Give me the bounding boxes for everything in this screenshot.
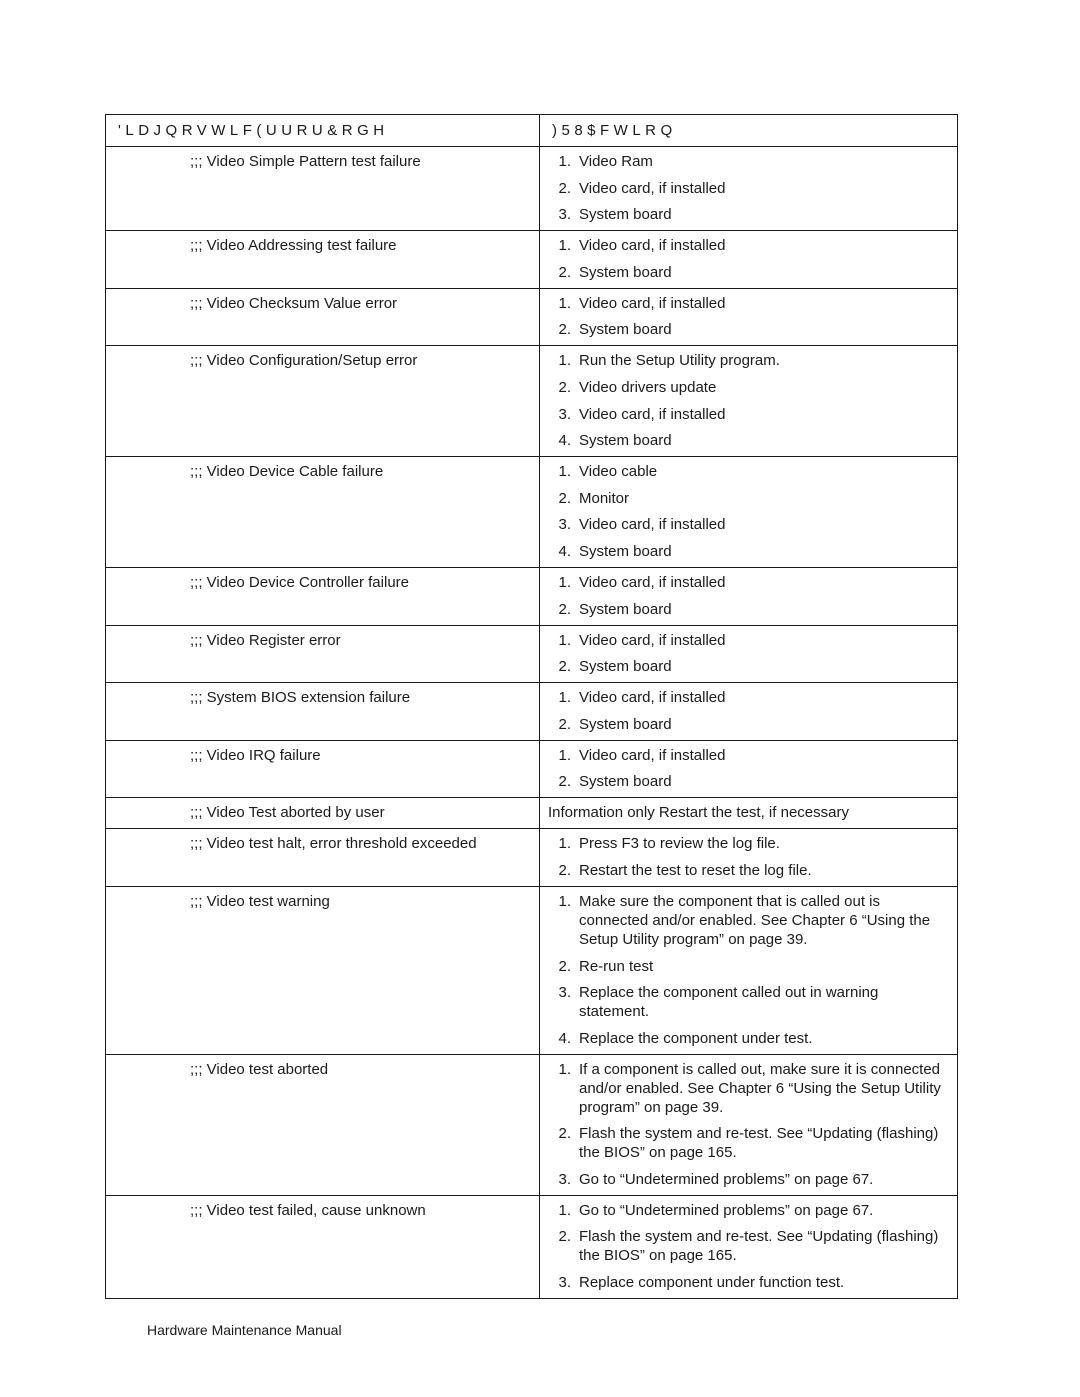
table-row	[106, 346, 958, 457]
fru-action-cell	[540, 1054, 958, 1195]
action-item	[548, 957, 949, 976]
action-text: System board	[579, 658, 672, 676]
action-text: Video card, if installed	[579, 573, 726, 591]
action-text: Replace the component under test.	[579, 1029, 813, 1047]
action-number: 2.	[558, 1125, 571, 1143]
info-text: Information only Restart the test, if necessary	[548, 804, 849, 822]
action-number: 1.	[558, 892, 571, 910]
action-item	[548, 600, 949, 619]
error-code-cell: ;;; Video Simple Pattern test failure	[106, 147, 540, 231]
action-number: 1.	[558, 153, 571, 170]
error-code-cell: ;;; Video Device Controller failure	[106, 567, 540, 625]
action-number: 2.	[558, 957, 571, 975]
error-code-cell: ;;; Video test halt, error threshold exceeded	[106, 829, 540, 887]
action-item	[548, 746, 949, 765]
error-code-cell: ;;; Video test aborted	[106, 1054, 540, 1195]
action-number: 2.	[558, 861, 571, 879]
action-item	[548, 861, 949, 880]
action-item	[548, 152, 949, 171]
action-item	[548, 236, 949, 255]
action-number: 2.	[558, 179, 571, 197]
fru-action-cell	[540, 829, 958, 887]
error-code-cell: ;;; Video Register error	[106, 625, 540, 683]
table-row	[106, 288, 958, 346]
action-text: System board	[579, 206, 672, 224]
action-number: 1.	[558, 1201, 571, 1219]
action-item	[548, 983, 949, 1021]
action-item	[548, 573, 949, 592]
table-row	[106, 798, 958, 829]
action-text: If a component is called out, make sure it is connected and/or enabled. See Chapter 6 “Using the Setup Utility program” on page 39.	[579, 1060, 941, 1116]
action-list	[548, 1060, 949, 1189]
action-number: 2.	[558, 715, 571, 733]
header-diagnostic-error-code: 'LDJQRVWLF(UURU&RGH	[106, 115, 540, 147]
header-fru-action: )58$FWLRQ	[540, 115, 958, 147]
action-text: System board	[579, 600, 672, 618]
error-code-cell: ;;; Video Configuration/Setup error	[106, 346, 540, 457]
action-number: 1.	[558, 237, 571, 255]
action-number: 2.	[558, 489, 571, 507]
table-row	[106, 147, 958, 231]
table-row	[106, 1054, 958, 1195]
action-text: Video drivers update	[579, 378, 717, 396]
fru-action-cell	[540, 567, 958, 625]
table-row	[106, 1195, 958, 1298]
action-item	[548, 351, 949, 370]
action-item	[548, 834, 949, 853]
table-row	[106, 886, 958, 1054]
action-list	[548, 631, 949, 677]
action-item	[548, 515, 949, 534]
action-text: Video card, if installed	[579, 746, 726, 764]
action-number: 2.	[558, 773, 571, 791]
action-item	[548, 1227, 949, 1265]
action-list	[548, 834, 949, 880]
action-number: 4.	[558, 432, 571, 450]
action-item	[548, 1273, 949, 1292]
action-number: 1.	[558, 294, 571, 312]
action-text: System board	[579, 715, 672, 733]
error-code-cell: ;;; Video test warning	[106, 886, 540, 1054]
action-text: Video card, if installed	[579, 179, 726, 197]
fru-action-cell	[540, 346, 958, 457]
action-text: Restart the test to reset the log file.	[579, 861, 812, 879]
action-item	[548, 542, 949, 561]
action-text: Video card, if installed	[579, 689, 726, 707]
table-header-row	[106, 115, 958, 147]
action-item	[548, 263, 949, 282]
action-text: Go to “Undetermined problems” on page 67.	[579, 1201, 874, 1219]
fru-action-table	[105, 114, 958, 1299]
action-item	[548, 631, 949, 650]
action-number: 4.	[558, 1029, 571, 1047]
action-list	[548, 1201, 949, 1292]
table-row	[106, 683, 958, 741]
action-text: System board	[579, 263, 672, 281]
fru-action-cell	[540, 798, 958, 829]
error-code-cell: ;;; System BIOS extension failure	[106, 683, 540, 741]
action-item	[548, 1201, 949, 1220]
action-text: Video card, if installed	[579, 237, 726, 255]
action-item	[548, 1060, 949, 1117]
page-footer: Hardware Maintenance Manual	[147, 1322, 342, 1338]
action-item	[548, 489, 949, 508]
action-number: 2.	[558, 263, 571, 281]
action-text: System board	[579, 542, 672, 560]
fru-action-cell	[540, 231, 958, 289]
action-number: 2.	[558, 321, 571, 339]
action-number: 4.	[558, 542, 571, 560]
action-text: Press F3 to review the log file.	[579, 835, 780, 853]
action-list	[548, 688, 949, 734]
action-item	[548, 772, 949, 791]
action-number: 1.	[558, 352, 571, 370]
action-item	[548, 378, 949, 397]
action-list	[548, 294, 949, 340]
action-item	[548, 1124, 949, 1162]
action-number: 3.	[558, 984, 571, 1002]
action-item	[548, 892, 949, 949]
action-text: Make sure the component that is called out is connected and/or enabled. See Chapter 6 “Using the Setup Utility program” on page 39.	[579, 892, 931, 948]
action-item	[548, 715, 949, 734]
fru-action-cell	[540, 886, 958, 1054]
action-number: 1.	[558, 631, 571, 649]
action-list	[548, 746, 949, 792]
action-text: Run the Setup Utility program.	[579, 352, 780, 370]
fru-action-cell	[540, 288, 958, 346]
action-number: 2.	[558, 658, 571, 676]
action-list	[548, 892, 949, 1048]
action-number: 1.	[558, 1060, 571, 1078]
action-list	[548, 462, 949, 561]
table-row	[106, 829, 958, 887]
action-number: 1.	[558, 463, 571, 481]
table-row	[106, 625, 958, 683]
action-text: Video Ram	[579, 153, 653, 170]
error-code-cell: ;;; Video Checksum Value error	[106, 288, 540, 346]
error-code-cell: ;;; Video Addressing test failure	[106, 231, 540, 289]
action-text: Re-run test	[579, 957, 654, 975]
table-row	[106, 567, 958, 625]
action-text: Video cable	[579, 463, 658, 481]
action-text: Monitor	[579, 489, 630, 507]
action-text: Video card, if installed	[579, 294, 726, 312]
action-number: 1.	[558, 746, 571, 764]
action-text: Video card, if installed	[579, 516, 726, 534]
fru-action-cell	[540, 457, 958, 568]
error-code-cell: ;;; Video Device Cable failure	[106, 457, 540, 568]
action-item	[548, 1029, 949, 1048]
action-text: System board	[579, 321, 672, 339]
action-list	[548, 351, 949, 450]
action-text: Replace component under function test.	[579, 1274, 845, 1292]
action-item	[548, 320, 949, 339]
action-list	[548, 573, 949, 619]
action-item	[548, 294, 949, 313]
action-item	[548, 462, 949, 481]
action-item	[548, 431, 949, 450]
fru-action-cell	[540, 147, 958, 231]
table-row	[106, 457, 958, 568]
action-list	[548, 236, 949, 282]
action-text: Video card, if installed	[579, 631, 726, 649]
error-code-cell: ;;; Video IRQ failure	[106, 740, 540, 798]
action-item	[548, 688, 949, 707]
error-code-cell: ;;; Video Test aborted by user	[106, 798, 540, 829]
action-item	[548, 657, 949, 676]
fru-action-cell	[540, 740, 958, 798]
action-text: System board	[579, 432, 672, 450]
action-number: 2.	[558, 1228, 571, 1246]
action-number: 3.	[558, 206, 571, 224]
action-number: 1.	[558, 835, 571, 853]
table-row	[106, 740, 958, 798]
action-text: Go to “Undetermined problems” on page 67.	[579, 1170, 874, 1188]
action-item	[548, 405, 949, 424]
fru-action-cell	[540, 1195, 958, 1298]
action-number: 2.	[558, 600, 571, 618]
table-row	[106, 231, 958, 289]
fru-action-cell	[540, 625, 958, 683]
action-item	[548, 179, 949, 198]
action-text: System board	[579, 773, 672, 791]
action-item	[548, 205, 949, 224]
action-item	[548, 1170, 949, 1189]
action-number: 3.	[558, 405, 571, 423]
action-list	[548, 152, 949, 224]
action-number: 2.	[558, 378, 571, 396]
action-text: Video card, if installed	[579, 405, 726, 423]
action-text: Flash the system and re-test. See “Updating (flashing) the BIOS” on page 165.	[579, 1125, 939, 1162]
action-text: Replace the component called out in warning statement.	[579, 984, 879, 1021]
action-number: 3.	[558, 516, 571, 534]
action-number: 3.	[558, 1170, 571, 1188]
action-text: Flash the system and re-test. See “Updating (flashing) the BIOS” on page 165.	[579, 1228, 939, 1265]
action-number: 1.	[558, 573, 571, 591]
action-number: 1.	[558, 689, 571, 707]
action-number: 3.	[558, 1274, 571, 1292]
error-code-cell: ;;; Video test failed, cause unknown	[106, 1195, 540, 1298]
fru-action-cell	[540, 683, 958, 741]
